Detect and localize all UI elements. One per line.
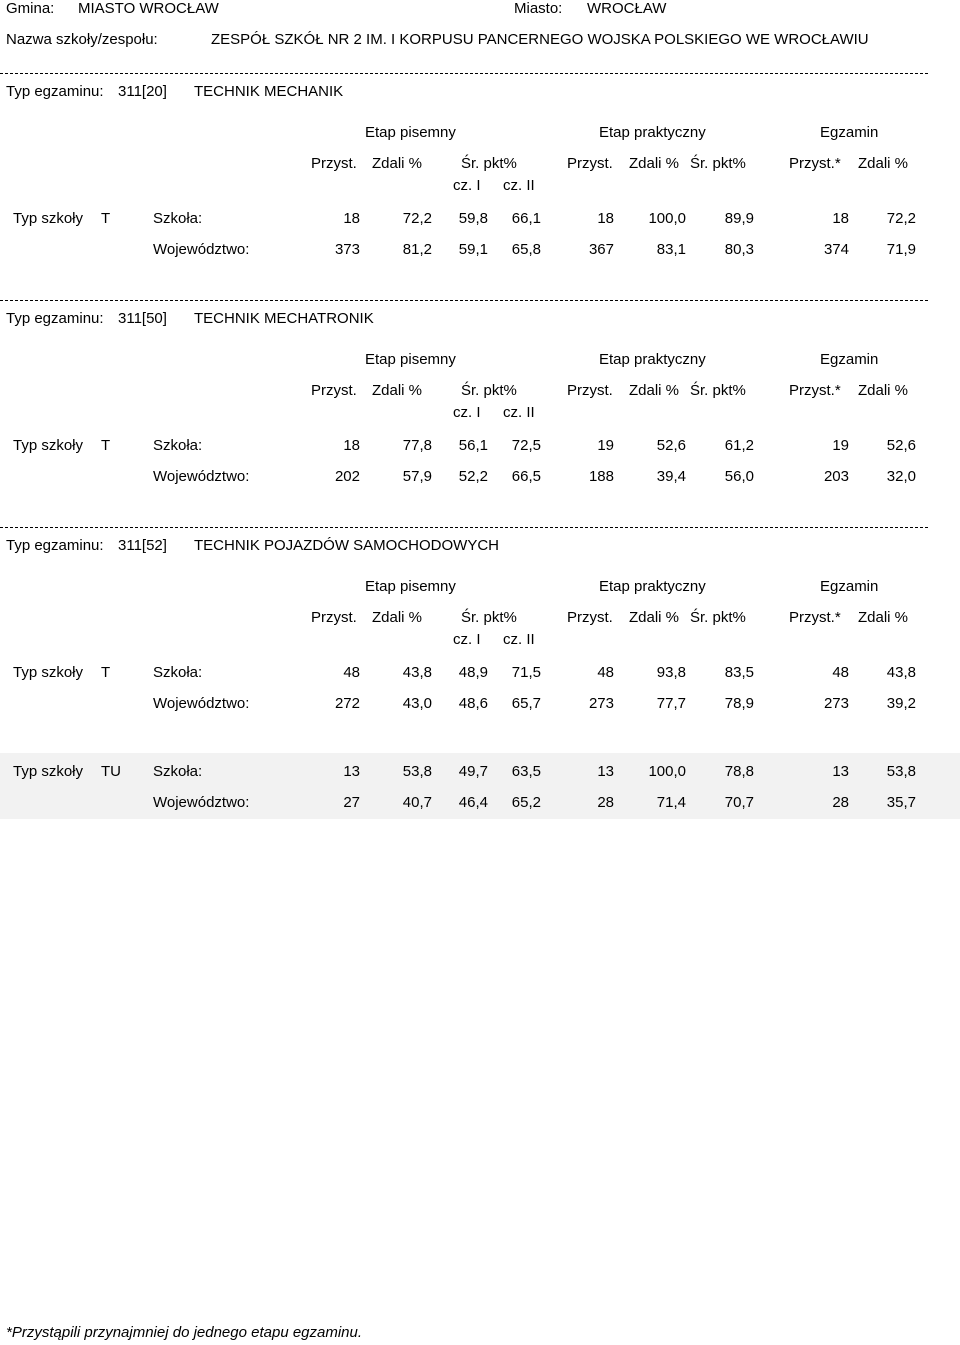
footnote: *Przystąpili przynajmniej do jednego etapu egzaminu. — [6, 1324, 363, 1341]
exam-name: TECHNIK MECHANIK — [194, 83, 344, 100]
row-label-szkola: Szkoła: — [153, 210, 203, 227]
header-etap-pisemny: Etap pisemny — [365, 124, 456, 141]
school-type-code: T — [101, 210, 111, 227]
table-cell: 43,8 — [402, 664, 432, 681]
header-przyst: Przyst. — [311, 609, 357, 626]
header-zdali: Zdali % — [372, 609, 423, 626]
table-cell: 202 — [334, 468, 360, 485]
table-cell: 100,0 — [648, 763, 686, 780]
table-cell: 48 — [343, 664, 360, 681]
table-cell: 77,8 — [402, 437, 432, 454]
table-cell: 56,0 — [724, 468, 754, 485]
table-cell: 35,7 — [886, 794, 916, 811]
table-cell: 80,3 — [724, 241, 754, 258]
miasto-label: Miasto: — [514, 0, 563, 17]
header-zdali: Zdali % — [372, 155, 423, 172]
row-label-wojewodztwo: Województwo: — [153, 241, 250, 258]
table-cell: 56,1 — [458, 437, 488, 454]
table-cell: 18 — [597, 210, 614, 227]
table-cell: 52,6 — [886, 437, 916, 454]
table-cell: 83,1 — [656, 241, 686, 258]
header-cz2: cz. II — [503, 631, 535, 648]
table-cell: 49,7 — [458, 763, 488, 780]
table-cell: 81,2 — [402, 241, 432, 258]
header-sr-pkt: Śr. pkt% — [461, 382, 517, 399]
table-cell: 59,1 — [458, 241, 488, 258]
table-cell: 374 — [823, 241, 849, 258]
section-separator — [0, 527, 928, 528]
exam-code: 311[50] — [118, 310, 167, 327]
header-egzamin: Egzamin — [820, 124, 879, 141]
table-cell: 48 — [597, 664, 614, 681]
header-egz-przyst: Przyst.* — [789, 382, 841, 399]
table-cell: 18 — [343, 210, 360, 227]
school-type-code: T — [101, 664, 111, 681]
table-cell: 48 — [832, 664, 849, 681]
table-cell: 373 — [334, 241, 360, 258]
header-cz1: cz. I — [453, 404, 481, 421]
table-cell: 48,6 — [458, 695, 488, 712]
school-type-label: Typ szkoły — [13, 763, 84, 780]
table-cell: 63,5 — [511, 763, 541, 780]
table-cell: 59,8 — [458, 210, 488, 227]
header-prak-sr-pkt: Śr. pkt% — [690, 382, 746, 399]
table-cell: 78,8 — [724, 763, 754, 780]
header-egz-zdali: Zdali % — [858, 155, 909, 172]
table-cell: 100,0 — [648, 210, 686, 227]
header-cz1: cz. I — [453, 631, 481, 648]
exam-type-label: Typ egzaminu: — [6, 310, 104, 327]
school-label: Nazwa szkoły/zespołu: — [6, 31, 158, 48]
header-egzamin: Egzamin — [820, 351, 879, 368]
table-cell: 71,5 — [511, 664, 541, 681]
table-cell: 28 — [597, 794, 614, 811]
table-cell: 19 — [597, 437, 614, 454]
header-etap-praktyczny: Etap praktyczny — [599, 578, 706, 595]
table-cell: 72,2 — [402, 210, 432, 227]
table-cell: 72,2 — [886, 210, 916, 227]
table-cell: 18 — [832, 210, 849, 227]
header-sr-pkt: Śr. pkt% — [461, 609, 517, 626]
table-cell: 61,2 — [724, 437, 754, 454]
table-cell: 273 — [823, 695, 849, 712]
header-prak-sr-pkt: Śr. pkt% — [690, 155, 746, 172]
table-cell: 89,9 — [724, 210, 754, 227]
row-label-wojewodztwo: Województwo: — [153, 794, 250, 811]
table-cell: 188 — [588, 468, 614, 485]
header-egz-zdali: Zdali % — [858, 382, 909, 399]
table-cell: 57,9 — [402, 468, 432, 485]
section-separator — [0, 300, 928, 301]
table-cell: 46,4 — [458, 794, 488, 811]
header-cz2: cz. II — [503, 404, 535, 421]
table-cell: 53,8 — [402, 763, 432, 780]
header-prak-przyst: Przyst. — [567, 382, 613, 399]
exam-type-label: Typ egzaminu: — [6, 83, 104, 100]
header-prak-przyst: Przyst. — [567, 155, 613, 172]
table-cell: 65,7 — [511, 695, 541, 712]
table-cell: 273 — [588, 695, 614, 712]
table-cell: 70,7 — [724, 794, 754, 811]
exam-type-label: Typ egzaminu: — [6, 537, 104, 554]
table-cell: 13 — [343, 763, 360, 780]
header-przyst: Przyst. — [311, 382, 357, 399]
school-type-label: Typ szkoły — [13, 664, 84, 681]
school-type-label: Typ szkoły — [13, 210, 84, 227]
header-prak-zdali: Zdali % — [629, 382, 680, 399]
header-etap-pisemny: Etap pisemny — [365, 578, 456, 595]
row-label-szkola: Szkoła: — [153, 763, 203, 780]
header-etap-praktyczny: Etap praktyczny — [599, 124, 706, 141]
table-cell: 78,9 — [724, 695, 754, 712]
table-cell: 43,0 — [402, 695, 432, 712]
school-type-label: Typ szkoły — [13, 437, 84, 454]
header-sr-pkt: Śr. pkt% — [461, 155, 517, 172]
section-separator — [0, 73, 928, 74]
header-prak-sr-pkt: Śr. pkt% — [690, 609, 746, 626]
header-egz-zdali: Zdali % — [858, 609, 909, 626]
gmina-label: Gmina: — [6, 0, 55, 17]
table-cell: 66,5 — [511, 468, 541, 485]
header-egz-przyst: Przyst.* — [789, 609, 841, 626]
table-cell: 72,5 — [511, 437, 541, 454]
school-type-code: T — [101, 437, 111, 454]
table-cell: 66,1 — [511, 210, 541, 227]
school-value: ZESPÓŁ SZKÓŁ NR 2 IM. I KORPUSU PANCERNEGO WOJSKA POLSKIEGO WE WROCŁAWIU — [211, 31, 869, 48]
header-prak-zdali: Zdali % — [629, 609, 680, 626]
table-cell: 71,9 — [886, 241, 916, 258]
header-egz-przyst: Przyst.* — [789, 155, 841, 172]
header-etap-pisemny: Etap pisemny — [365, 351, 456, 368]
exam-name: TECHNIK MECHATRONIK — [194, 310, 374, 327]
table-cell: 40,7 — [402, 794, 432, 811]
table-cell: 13 — [832, 763, 849, 780]
header-cz1: cz. I — [453, 177, 481, 194]
table-cell: 83,5 — [724, 664, 754, 681]
header-egzamin: Egzamin — [820, 578, 879, 595]
row-label-szkola: Szkoła: — [153, 437, 203, 454]
table-cell: 203 — [823, 468, 849, 485]
exam-code: 311[52] — [118, 537, 167, 554]
table-cell: 48,9 — [458, 664, 488, 681]
gmina-value: MIASTO WROCŁAW — [78, 0, 219, 17]
miasto-value: WROCŁAW — [587, 0, 667, 17]
row-label-wojewodztwo: Województwo: — [153, 695, 250, 712]
header-cz2: cz. II — [503, 177, 535, 194]
table-cell: 52,2 — [458, 468, 488, 485]
exam-code: 311[20] — [118, 83, 167, 100]
row-label-szkola: Szkoła: — [153, 664, 203, 681]
header-etap-praktyczny: Etap praktyczny — [599, 351, 706, 368]
table-cell: 28 — [832, 794, 849, 811]
table-cell: 39,2 — [886, 695, 916, 712]
school-type-code: TU — [101, 763, 121, 780]
table-cell: 27 — [343, 794, 360, 811]
header-zdali: Zdali % — [372, 382, 423, 399]
table-cell: 43,8 — [886, 664, 916, 681]
table-cell: 32,0 — [886, 468, 916, 485]
table-cell: 77,7 — [656, 695, 686, 712]
header-prak-przyst: Przyst. — [567, 609, 613, 626]
header-prak-zdali: Zdali % — [629, 155, 680, 172]
table-cell: 65,8 — [511, 241, 541, 258]
table-cell: 19 — [832, 437, 849, 454]
table-cell: 65,2 — [511, 794, 541, 811]
row-label-wojewodztwo: Województwo: — [153, 468, 250, 485]
table-cell: 52,6 — [656, 437, 686, 454]
header-przyst: Przyst. — [311, 155, 357, 172]
table-cell: 272 — [334, 695, 360, 712]
table-cell: 367 — [588, 241, 614, 258]
table-cell: 93,8 — [656, 664, 686, 681]
table-cell: 71,4 — [656, 794, 686, 811]
exam-name: TECHNIK POJAZDÓW SAMOCHODOWYCH — [194, 537, 500, 554]
table-cell: 18 — [343, 437, 360, 454]
table-cell: 39,4 — [656, 468, 686, 485]
table-cell: 13 — [597, 763, 614, 780]
table-cell: 53,8 — [886, 763, 916, 780]
